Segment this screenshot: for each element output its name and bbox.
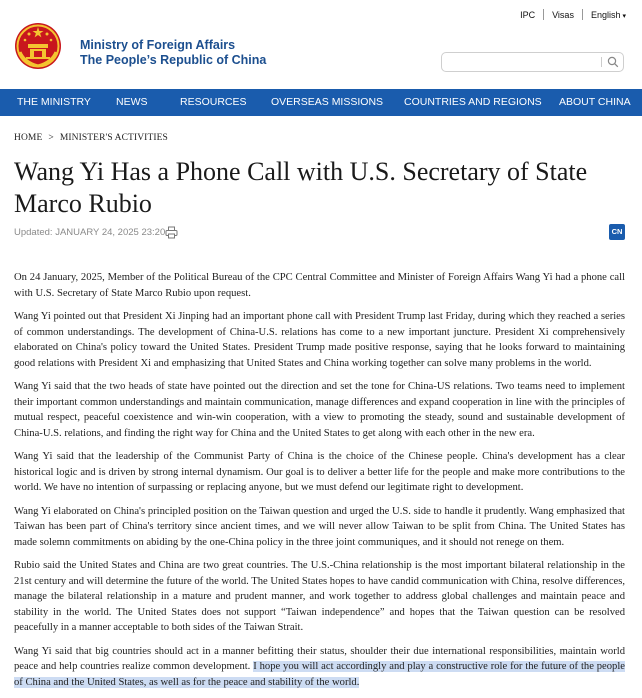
- article-paragraph: Wang Yi elaborated on China's principled position on the Taiwan question and urged the U.S. side to handle it prudently. Wang emphasized that Taiwan has been part of China's territory since ancient times, and we will never allow Taiwan to be split from China. The United States has made solemn commitments on abiding by the one-China policy in the three joint communiques, and it should not renege on them.: [14, 505, 625, 548]
- printer-icon[interactable]: [165, 226, 178, 239]
- chevron-down-icon: ▾: [622, 12, 626, 20]
- search-icon[interactable]: [607, 56, 619, 68]
- search-divider: [601, 57, 602, 67]
- nav-item-resources[interactable]: RESOURCES: [180, 96, 247, 108]
- main-nav: [0, 89, 642, 116]
- article-paragraph: On 24 January, 2025, Member of the Political Bureau of the CPC Central Committee and Minister of Foreign Affairs Wang Yi had a phone call with U.S. Secretary of State Marco Rubio upon request.: [14, 272, 625, 299]
- site-title[interactable]: [80, 38, 266, 68]
- national-emblem-logo[interactable]: [14, 22, 62, 70]
- article-paragraph: Wang Yi said that the two heads of state have pointed out the direction and set the tone for China-US relations. Two teams need to implement their important common understandings and maintain communication, manage differences and expand cooperation in line with the principles of mutual respect, peaceful coexistence and win-win cooperation, with a view to promoting the steady, sound and sustainable development of China-U.S. relations, and finding the right way for China and the United States to get along with each other in the new era.: [14, 381, 625, 439]
- nav-item-news[interactable]: NEWS: [116, 96, 148, 108]
- article-body: [14, 270, 625, 698]
- article-paragraph: Wang Yi pointed out that President Xi Jinping had an important phone call with President Trump last Friday, during which they reached a series of common understandings. The development of China-U.S. relations has come to a new important juncture. President Xi comprehensively elaborated on China's policy toward the United States. President Trump made positive response, saying that he looks forward to maintaining good relations with President Xi and emphasizing that United States and China working together can solve many problems in the world.: [14, 311, 625, 369]
- nav-item-overseas-missions[interactable]: OVERSEAS MISSIONS: [271, 96, 384, 108]
- language-label: English: [590, 9, 621, 20]
- breadcrumb: [14, 133, 168, 143]
- chinese-version-button[interactable]: CN: [609, 224, 625, 240]
- highlighted-text: I hope you will act accordingly and play a constructive role for the future of the people of China and the United States, as well as for the peace and stability of the world.: [14, 661, 625, 688]
- visas-link[interactable]: Visas: [552, 9, 574, 20]
- article-paragraph: Wang Yi said that the leadership of the Communist Party of China is the choice of the Chinese people. China's development has a clear historical logic and is driven by strong internal dynamism. Our goal is to deliver a better life for the people and make more contributions to the world. We have no intention of surpassing or replacing anyone, but we must defend our legitimate right to development.: [14, 451, 625, 493]
- utility-divider: [582, 9, 583, 20]
- article-paragraph: [14, 644, 625, 691]
- article-paragraph: Rubio said the United States and China are two great countries. The U.S.-China relationship is the most important bilateral relationship in the 21st century and will determine the future of the world. The United States hopes to have candid communication with China, resolve differences, manage the bilateral relationship in a mature and prudent manner, and work together to address global challenges and maintain peace and stability in the world. The United States does not support “Taiwan independence” and hopes that the Taiwan question can be resolved peacefully in a manner acceptable to both sides of the Taiwan Strait.: [14, 560, 625, 633]
- updated-timestamp: Updated: JANUARY 24, 2025 23:20: [14, 227, 166, 238]
- utility-divider: [543, 9, 544, 20]
- breadcrumb-current[interactable]: MINISTER'S ACTIVITIES: [59, 133, 168, 143]
- breadcrumb-separator: >: [48, 133, 54, 143]
- search-box[interactable]: [441, 52, 624, 72]
- ipc-link[interactable]: IPC: [520, 9, 536, 20]
- breadcrumb-home[interactable]: HOME: [14, 133, 43, 143]
- nav-item-countries-and-regions[interactable]: COUNTRIES AND REGIONS: [404, 96, 542, 108]
- site-title-line1: Ministry of Foreign Affairs: [80, 38, 236, 52]
- utility-bar: [520, 9, 626, 20]
- site-title-line2: The People’s Republic of China: [80, 53, 267, 67]
- language-selector[interactable]: [591, 10, 626, 20]
- nav-item-about-china[interactable]: ABOUT CHINA: [559, 96, 631, 108]
- page-title: Wang Yi Has a Phone Call with U.S. Secretary of State Marco Rubio: [14, 157, 588, 218]
- nav-item-the-ministry[interactable]: THE MINISTRY: [17, 96, 91, 108]
- paragraph-text: Wang Yi said that big countries should act in a manner befitting their status, shoulder their due international responsibilities, maintain world peace and help countries realize common development.: [14, 645, 625, 672]
